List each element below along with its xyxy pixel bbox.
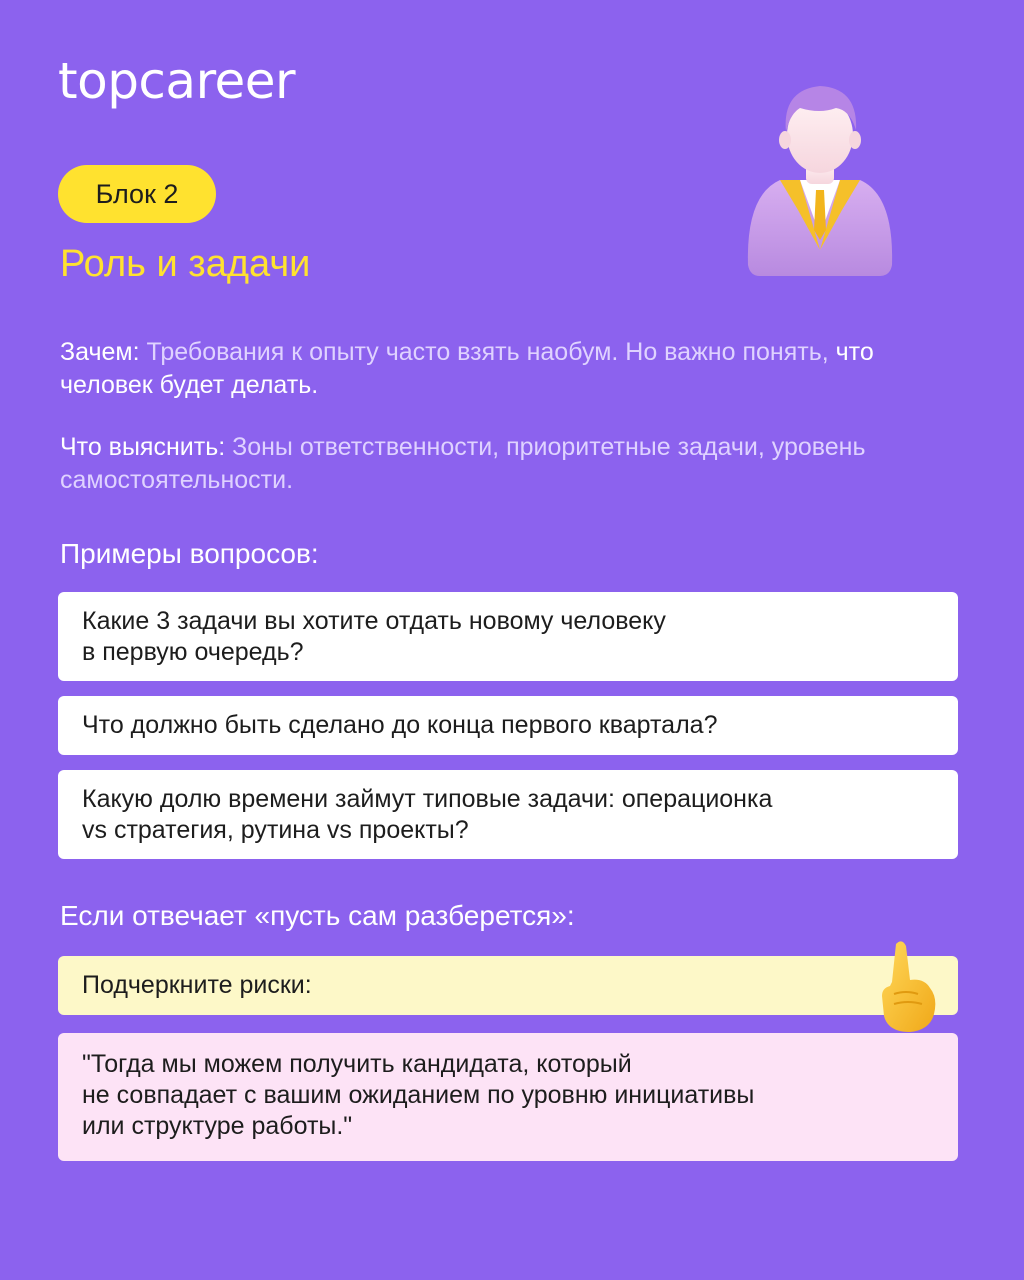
brand-logo: topcareer bbox=[58, 52, 296, 110]
why-text: Требования к опыту часто взять наобум. Но важно понять, bbox=[139, 338, 836, 366]
quote-text: "Тогда мы можем получить кандидата, который не совпадает с вашим ожиданием по уровню инициативы или структуре работы." bbox=[82, 1050, 755, 1140]
risk-label: Подчеркните риски: bbox=[82, 971, 312, 999]
question-text: Какую долю времени займут типовые задачи: операционка vs стратегия, рутина vs проекты? bbox=[82, 785, 773, 844]
risk-card bbox=[58, 956, 958, 1015]
question-text: Какие 3 задачи вы хотите отдать новому человеку в первую очередь? bbox=[82, 607, 666, 666]
why-paragraph bbox=[60, 336, 920, 402]
quote-card bbox=[58, 1033, 958, 1161]
why-label: Зачем: bbox=[60, 338, 140, 366]
find-text: Зоны ответственности, приоритетные задачи, уровень самостоятельности. bbox=[60, 433, 866, 494]
question-card bbox=[58, 696, 958, 755]
question-text: Что должно быть сделано до конца первого квартала? bbox=[82, 711, 718, 739]
if-answer-heading: Если отвечает «пусть сам разберется»: bbox=[60, 900, 575, 931]
find-label: Что выяснить: bbox=[60, 433, 226, 461]
why-emphasis: что человек будет делать. bbox=[60, 338, 874, 399]
block-badge: Блок 2 bbox=[58, 165, 216, 223]
examples-heading: Примеры вопросов: bbox=[60, 538, 319, 569]
question-card bbox=[58, 592, 958, 681]
businessman-icon bbox=[740, 80, 900, 280]
pointing-finger-icon bbox=[872, 938, 942, 1034]
section-title: Роль и задачи bbox=[60, 243, 311, 285]
question-card bbox=[58, 770, 958, 859]
find-paragraph bbox=[60, 431, 920, 497]
